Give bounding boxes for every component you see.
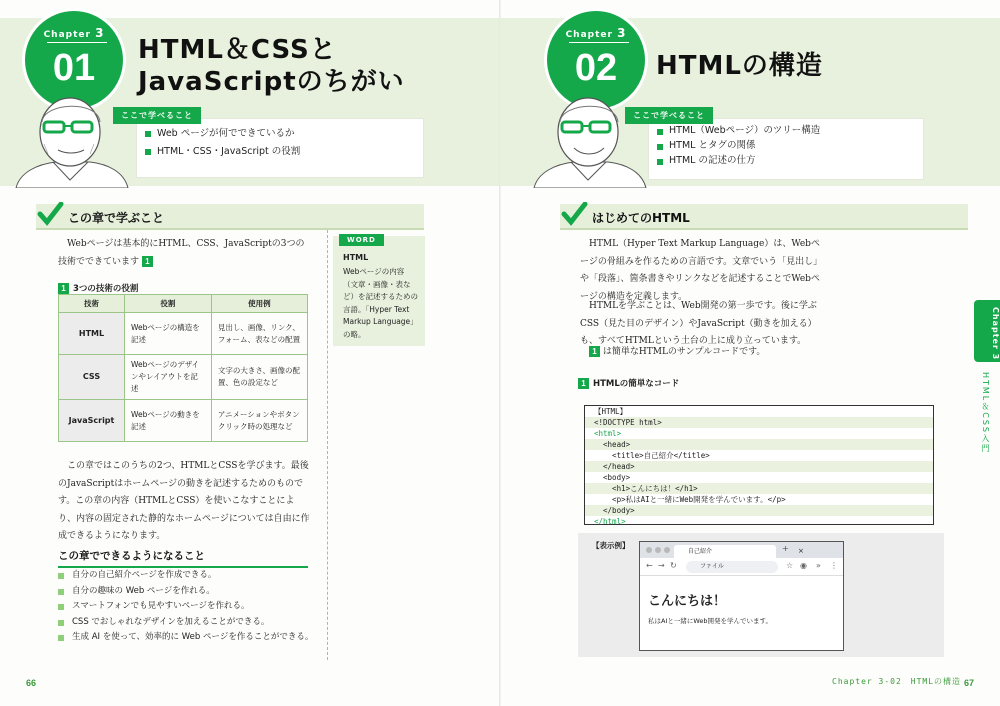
- close-tab-icon: ×: [798, 547, 804, 555]
- table-header: 技術: [59, 295, 125, 313]
- table-row: HTML Webページの構造を記述 見出し、画像、リンク、フォーム、表などの配置: [59, 313, 308, 355]
- code-line: </head>: [585, 461, 933, 472]
- window-control-icon: [664, 547, 670, 553]
- display-example-label: 【表示例】: [592, 541, 630, 550]
- code-line: <!DOCTYPE html>: [585, 417, 933, 428]
- code-line: </html>: [594, 517, 626, 526]
- table-row: JavaScript Webページの動きを記述 アニメーションやボタンクリック時の処理など: [59, 400, 308, 442]
- figure-label: 1 3つの技術の役割: [58, 282, 138, 294]
- word-description: Webページの内容（文章・画像・表など）を記述するための言語。「Hyper Text Markup Language」の略。: [343, 267, 418, 339]
- code-line: <h1>こんにちは！</h1>: [585, 483, 933, 494]
- page-title: HTMLの構造: [656, 51, 823, 81]
- roles-table: [58, 294, 308, 442]
- browser-tab: 自己紹介 ×: [674, 545, 776, 558]
- learn-box: [121, 111, 424, 178]
- paragraph: 1 は簡単なHTMLのサンプルコードです。: [580, 344, 828, 362]
- page-number: 66: [26, 678, 37, 688]
- section-number: 02: [574, 47, 618, 89]
- running-head: Chapter 3-02 HTMLの構造: [832, 677, 962, 686]
- code-line: <title>自己紹介</title>: [594, 451, 710, 460]
- learn-item: HTML・CSS・JavaScript の役割: [157, 143, 423, 161]
- browser-tab-strip: [640, 542, 843, 558]
- table-row: CSS Webページのデザインやレイアウトを記述 文字の大きさ、画像の配置、色の設定など: [59, 355, 308, 400]
- reload-icon: ↻: [670, 561, 677, 570]
- rendered-heading: こんにちは！: [648, 594, 727, 609]
- list-item: CSS でおしゃれなデザインを加えることができる。: [58, 615, 314, 631]
- browser-toolbar: [640, 558, 843, 576]
- menu-icon: ⋮: [830, 561, 838, 570]
- figure-ref: 1: [589, 346, 600, 357]
- checkmark-icon: [36, 202, 64, 228]
- column-divider: [327, 230, 328, 660]
- section-heading: [560, 204, 968, 230]
- code-line: <head>: [585, 439, 933, 450]
- forward-icon: →: [658, 561, 665, 570]
- learn-list: [137, 119, 423, 161]
- list-item: スマートフォンでも見やすいページを作れる。: [58, 599, 314, 615]
- word-term: HTML: [343, 253, 369, 262]
- table-header: 役割: [125, 295, 212, 313]
- rendered-paragraph: 私はAIと一緒にWeb開発を学んでいます。: [648, 617, 773, 625]
- learn-list: [649, 119, 923, 168]
- star-icon: ☆: [786, 561, 794, 570]
- page-number: 67: [964, 678, 975, 688]
- address-bar: ファイル: [686, 561, 778, 573]
- profile-icon: ◉: [800, 561, 807, 570]
- chapter-side-subtitle: HTML＆CSS入門: [981, 372, 990, 455]
- code-block: [584, 405, 934, 525]
- paragraph: HTMLを学ぶことは、Web開発の第一歩です。後に学ぶCSS（見た目のデザイン）やJavaScript（動きを加える）も、すべてHTMLという土台の上に成り立っています。: [580, 301, 817, 346]
- learn-tag: ここで学べること: [113, 107, 201, 124]
- chapter-label: Chapter 3: [565, 26, 627, 40]
- browser-mockup: [639, 541, 844, 651]
- extensions-icon: »: [816, 561, 821, 570]
- checkmark-icon: [560, 202, 588, 228]
- figure-label: 1 HTMLの簡単なコード: [578, 377, 679, 389]
- section-heading-text: この章で学ぶこと: [68, 211, 165, 225]
- section-number: 01: [52, 47, 96, 89]
- learn-item: HTML（Webページ）のツリー構造: [669, 123, 923, 138]
- learn-box: [633, 111, 924, 180]
- learn-tag: ここで学べること: [625, 107, 713, 124]
- chapter-side-tab: Chapter 3: [974, 300, 1000, 362]
- figure-ref: 1: [142, 256, 153, 267]
- code-line: <body>: [594, 473, 631, 482]
- word-tag: WORD: [339, 234, 384, 246]
- paragraph: HTML（Hyper Text Markup Language）は、Webページの骨組みを作るための言語です。文章でいう「見出し」や「段落」、箇条書きやリンクなどを記述することでWebページの構造を定義します。: [580, 239, 823, 302]
- code-line: <p>私はAIと一緒にWeb開発を学んでいます。</p>: [594, 495, 786, 504]
- code-line: <html>: [594, 429, 622, 438]
- word-sidebar: [333, 236, 425, 346]
- table-header: 使用例: [211, 295, 307, 313]
- list-item: 自分の趣味の Web ページを作れる。: [58, 584, 314, 600]
- list-item: 自分の自己紹介ページを作成できる。: [58, 568, 314, 584]
- can-do-list: [58, 568, 314, 646]
- learn-item: HTML とタグの関係: [669, 138, 923, 153]
- learn-item: Web ページが何でできているか: [157, 125, 423, 143]
- can-do-heading: この章でできるようになること: [58, 548, 308, 568]
- chapter-label: Chapter 3: [43, 26, 105, 40]
- section-heading-text: はじめてのHTML: [592, 211, 690, 225]
- code-line: </body>: [585, 505, 933, 516]
- back-icon: ←: [646, 561, 653, 570]
- learn-item: HTML の記述の仕方: [669, 153, 923, 168]
- page-title: HTML＆CSSと JavaScriptのちがい: [138, 35, 405, 97]
- new-tab-icon: +: [782, 544, 789, 553]
- body-paragraph: この章ではこのうちの2つ、HTMLとCSSを学びます。最後のJavaScriptはホームページの動きを記述するためのものです。この章の内容（HTMLとCSS）を使いこなすことにより、内容の固定された静的なホームページについては自由に作成できるようになります。: [58, 461, 310, 541]
- code-line: 【HTML】: [594, 407, 628, 416]
- section-heading: [36, 204, 424, 230]
- list-item: 生成 AI を使って、効率的に Web ページを作ることができる。: [58, 630, 314, 646]
- window-control-icon: [646, 547, 652, 553]
- intro-paragraph: Webページは基本的にHTML、CSS、JavaScriptの3つの技術でできています 1: [58, 239, 305, 267]
- window-control-icon: [655, 547, 661, 553]
